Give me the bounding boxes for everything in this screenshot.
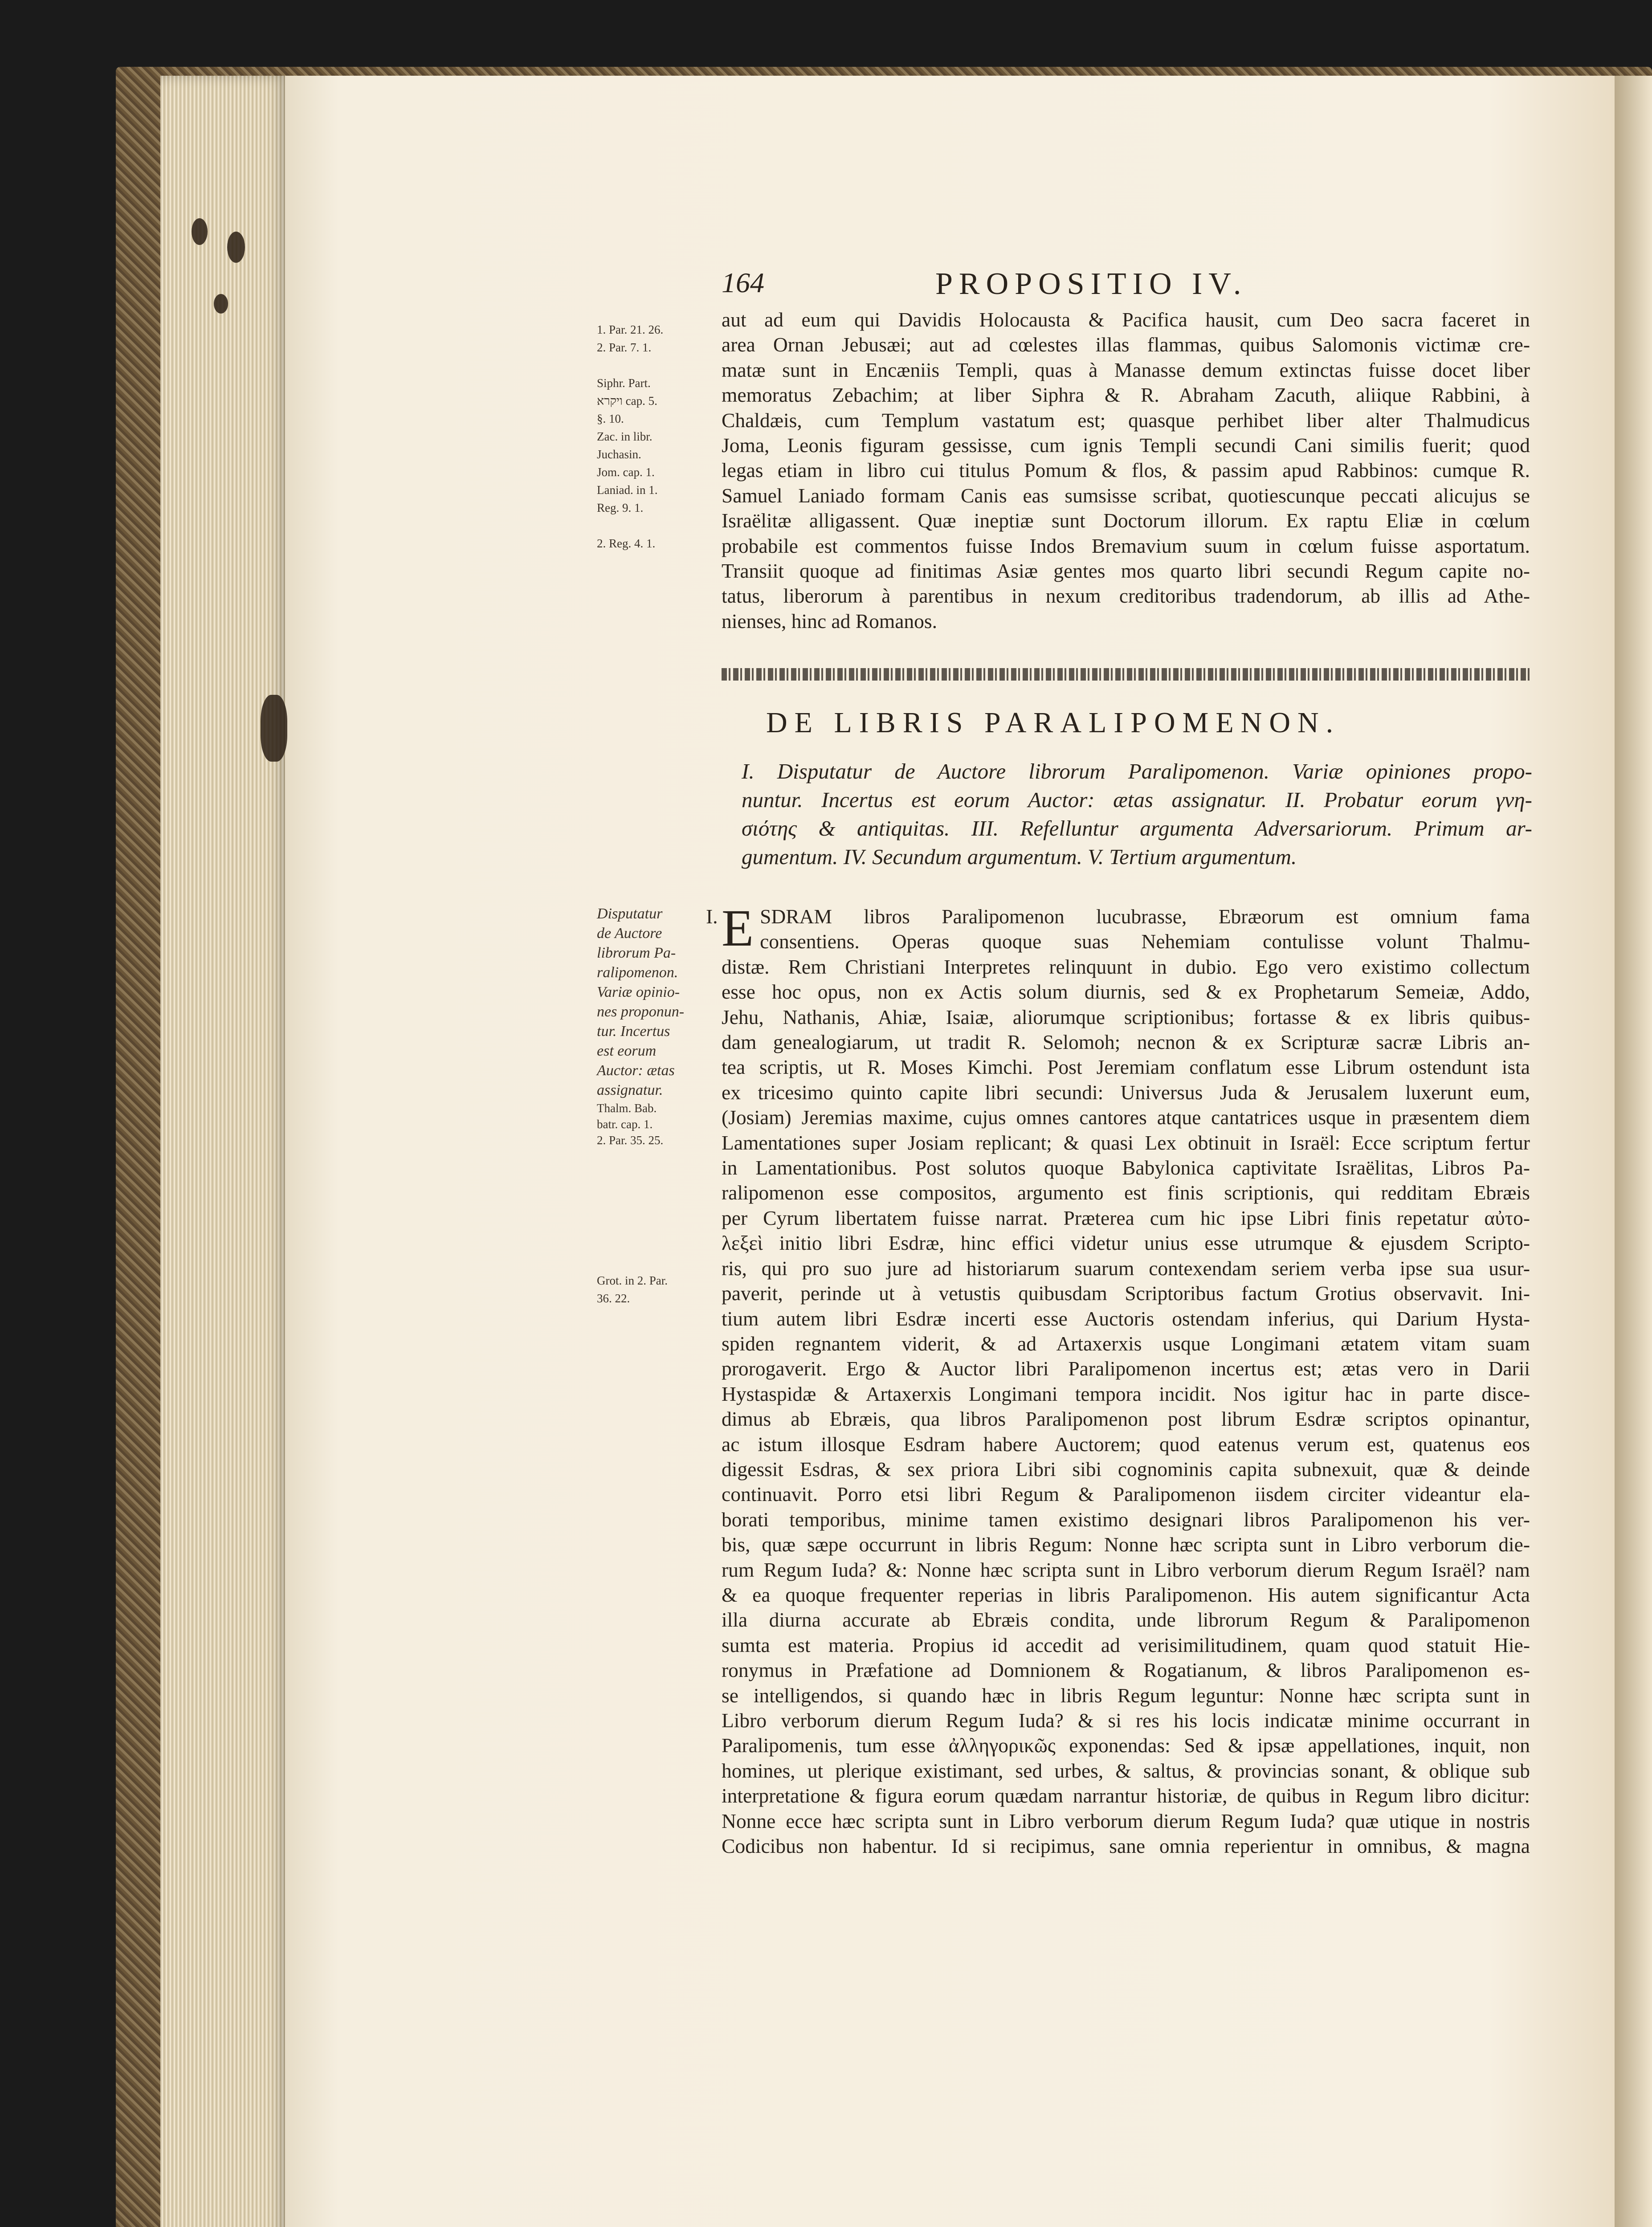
margin-note: nes proponun- (597, 1003, 685, 1020)
page-number: 164 (722, 267, 764, 298)
margin-note: 1. Par. 21. 26. (597, 323, 664, 336)
margin-note: assignatur. (597, 1082, 663, 1098)
margin-note: 2. Par. 7. 1. (597, 341, 652, 354)
margin-note: batr. cap. 1. (597, 1118, 653, 1131)
margin-note: §. 10. (597, 412, 624, 425)
text-line: Chaldæis, cum Templum vastatum est; quasque perhibet liber alter Thalmudicus (722, 408, 1530, 432)
margin-notes-top (597, 321, 695, 552)
text-line: dam genealogiarum, ut tradit R. Selomoh; necnon & ex Scripturæ sacræ Libris an- (722, 1031, 1530, 1054)
margin-note: de Auctore (597, 925, 662, 942)
text-line: borati temporibus, minime tamen existimo designari libros Paralipomenon his ver- (722, 1508, 1530, 1531)
drop-capital: E (722, 899, 754, 957)
margin-note: librorum Pa- (597, 945, 676, 961)
margin-note: Auctor: ætas (597, 1062, 675, 1079)
text-line: matæ sunt in Encæniis Templi, quas à Manasse demum extinctas fuisse docet liber (722, 358, 1530, 381)
text-line: tatus, liberorum à parentibus in nexum creditoribus tradendorum, ab illis ad Athe- (722, 584, 1530, 608)
text-line: ronymus in Præfatione ad Domnionem & Rogatianum, & libros Paralipomenon es- (722, 1659, 1530, 1682)
text-line: (Josiam) Jeremias maxime, cujus omnes cantores atque cantatrices usque in præsentem diem (722, 1106, 1530, 1129)
margin-note: tur. Incertus (597, 1023, 670, 1040)
paragraph-main (706, 899, 1530, 1859)
text-line: Samuel Laniado formam Canis eas sumsisse scribat, quotiescunque peccati alicujus se (722, 484, 1530, 507)
text-line: Libro verborum dierum Regum Iuda? & si res his locis indicatæ minime occurrant in (722, 1709, 1530, 1732)
chapter-summary (742, 757, 1532, 871)
page-header (722, 266, 1532, 306)
margin-note: Jom. cap. 1. (597, 465, 655, 479)
margin-note: ויקרא cap. 5. (597, 394, 657, 408)
text-line: ralipomenon esse compositos, argumento est finis scriptionis, qui redditam Ebræis (722, 1181, 1530, 1204)
text-line: se intelligendos, si quando hæc in libris Regum leguntur: Nonne hæc scripta sunt in (722, 1684, 1530, 1707)
text-line: Nonne ecce hæc scripta sunt in Libro verborum dierum Regum Iuda? quæ utique in nostris (722, 1809, 1530, 1832)
text-line: homines, ut plerique existimant, sed urbes, & saltus, & provincias sonant, & oblique sub (722, 1759, 1530, 1782)
page-edges (160, 76, 290, 2227)
ink-stain (192, 218, 208, 245)
text-line: Paralipomenis, tum esse ἀλληγορικῶς exponendas: Sed & ipsæ appellationes, inquit, non (722, 1734, 1530, 1757)
margin-note: Thalm. Bab. (597, 1101, 657, 1115)
margin-note: Disputatur (597, 905, 663, 922)
text-line: paverit, perinde ut à vetustis quibusdam Scriptoribus factum Grotius observavit. Ini- (722, 1282, 1530, 1305)
paragraph-top (722, 307, 1530, 634)
ornamental-rule (722, 668, 1532, 681)
text-line: continuavit. Porro etsi libri Regum & Paralipomenon iisdem circiter videantur ela- (722, 1483, 1530, 1506)
text-line: Lamentationes super Josiam replicant; & quasi Lex obtinuit in Israël: Ecce scriptum fertur (722, 1131, 1530, 1154)
text-line: aut ad eum qui Davidis Holocausta & Pacifica hausit, cum Deo sacra faceret in (722, 308, 1530, 331)
margin-notes-middle (597, 904, 695, 1148)
margin-note: Siphr. Part. (597, 376, 651, 390)
ink-stain (227, 232, 245, 263)
ink-stain (261, 695, 287, 762)
text-line: area Ornan Jebusæi; aut ad cœlestes illas flammas, quibus Salomonis victimæ cre- (722, 333, 1530, 356)
text-line: distæ. Rem Christiani Interpretes relinquunt in dubio. Ego vero existimo collectum (722, 955, 1530, 978)
text-line: λεξεὶ initio libri Esdræ, hinc effici videtur unius esse utrumque & ejusdem Scripto- (722, 1232, 1530, 1255)
margin-note: Laniad. in 1. (597, 483, 658, 497)
margin-note: Juchasin. (597, 448, 641, 461)
text-line: spiden regnantem viderit, & ad Artaxerxis usque Longimani ætatem vitam suam (722, 1332, 1530, 1355)
running-title: PROPOSITIO IV. (935, 267, 1248, 301)
text-line: tea scriptis, ut R. Moses Kimchi. Post Jeremiam conflatum esse Librum ostendunt ista (722, 1056, 1530, 1079)
text-line: nienses, hinc ad Romanos. (722, 609, 937, 632)
section-title: DE LIBRIS PARALIPOMENON. (766, 706, 1341, 739)
margin-note: ralipomenon. (597, 964, 678, 981)
paragraph-number: I. (706, 905, 718, 928)
text-line: rum Regum Iuda? &: Nonne hæc scripta sunt in Libro verborum dierum Regum Israël? nam (722, 1558, 1530, 1581)
ink-stain (214, 294, 228, 314)
text-line: digessit Esdras, & sex priora Libri sibi cognominis capita subnexuit, quæ & deinde (722, 1457, 1530, 1481)
summary-line: nuntur. Incertus est eorum Auctor: ætas assignatur. II. Probatur eorum γνη- (742, 787, 1532, 812)
text-line: probabile est commentos fuisse Indos Bremavium suum in cœlum fuisse asportatum. (722, 534, 1530, 557)
facing-page-edge (1615, 76, 1652, 2227)
text-line: Transiit quoque ad finitimas Asiæ gentes mos quarto libri secundi Regum capite no- (722, 559, 1530, 583)
text-line: SDRAM libros Paralipomenon lucubrasse, Ebræorum est omnium fama (760, 905, 1530, 928)
text-line: Joma, Leonis figuram gessisse, cum ignis Templi secundi Cani similis fuerit; quod (722, 434, 1530, 457)
text-line: interpretatione & figura eorum quædam narrantur historiæ, de quibus in Regum libro dicitur: (722, 1784, 1530, 1807)
text-line: memoratus Zebachim; at liber Siphra & R. Abraham Zacuth, aliique Rabbini, à (722, 383, 1530, 407)
margin-note: Reg. 9. 1. (597, 501, 644, 514)
text-line: ris, qui pro suo jure ad historiarum suarum contexendam seriem verba ipse sua usur- (722, 1256, 1530, 1280)
text-line: ac istum illosque Esdram habere Auctorem; quod eatenus verum est, quatenus eos (722, 1432, 1530, 1456)
margin-note: 36. 22. (597, 1292, 630, 1305)
text-line: Jehu, Nathanis, Ahiæ, Isaiæ, aliorumque scriptionibus; fortasse & ex libris quibus- (722, 1005, 1530, 1028)
margin-note: Variæ opinio- (597, 984, 680, 1000)
margin-note: Grot. in 2. Par. (597, 1274, 668, 1287)
summary-line: gumentum. IV. Secundum argumentum. V. Tertium argumentum. (742, 844, 1297, 869)
text-line: Israëlitæ alligassent. Quæ ineptiæ sunt Doctorum illorum. Ex raptu Eliæ in cœlum (722, 509, 1530, 532)
text-line: illa diurna accurate ab Ebræis condita, unde librorum Regum & Paralipomenon (722, 1608, 1530, 1632)
margin-note (597, 517, 695, 534)
text-line: in Lamentationibus. Post solutos quoque Babylonica captivitate Israëlitas, Libros Pa- (722, 1156, 1530, 1179)
text-line: sumta est materia. Propius id accedit ad verisimilitudinem, quam quod statuit Hie- (722, 1633, 1530, 1656)
text-line: Codicibus non habentur. Id si recipimus, sane omnia reperientur in omnibus, & magna (722, 1835, 1530, 1858)
margin-note: 2. Reg. 4. 1. (597, 537, 656, 550)
text-line: esse hoc opus, non ex Actis solum diurnis, sed & ex Prophetarum Semeiæ, Addo, (722, 980, 1530, 1003)
margin-note: 2. Par. 35. 25. (597, 1134, 664, 1147)
text-line: ex tricesimo quinto capite libri secundi: Universus Juda & Jerusalem luxerunt eum, (722, 1081, 1530, 1104)
text-line: dimus ab Ebræis, qua libros Paralipomenon post librum Esdræ scriptos opinantur, (722, 1407, 1530, 1431)
text-line: prorogaverit. Ergo & Auctor libri Paralipomenon incertus est; ætas vero in Darii (722, 1357, 1530, 1380)
text-line: Hystaspidæ & Artaxerxis Longimani tempora incidit. Nos igitur hac in parte disce- (722, 1382, 1530, 1405)
text-line: & ea quoque frequenter reperias in libris Paralipomenon. His autem significantur Acta (722, 1583, 1530, 1606)
text-line: consentiens. Operas quoque suas Nehemiam contulisse volunt Thalmu- (760, 930, 1530, 953)
margin-note: Zac. in libr. (597, 430, 653, 443)
text-line: per Cyrum libertatem fuisse narrat. Præterea cum hic ipse Libri finis repetatur αὐτο- (722, 1206, 1530, 1229)
margin-notes-bottom (597, 1272, 695, 1307)
margin-note (597, 356, 695, 374)
margin-note: est eorum (597, 1043, 657, 1059)
text-line: legas etiam in libro cui titulus Pomum & flos, & passim apud Rabbinos: cumque R. (722, 459, 1530, 482)
summary-line: σιότης & antiquitas. III. Refelluntur argumenta Adversariorum. Primum ar- (742, 816, 1532, 840)
text-line: tium autem libri Esdræ incerti esse Auctoris ostendam inferius, qui Darium Hysta- (722, 1307, 1530, 1330)
text-line: bis, quæ sæpe occurrunt in libris Regum: Nonne hæc scripta sunt in Libro verborum die- (722, 1533, 1530, 1556)
summary-line: I. Disputatur de Auctore librorum Paralipomenon. Variæ opiniones propo- (742, 759, 1532, 783)
